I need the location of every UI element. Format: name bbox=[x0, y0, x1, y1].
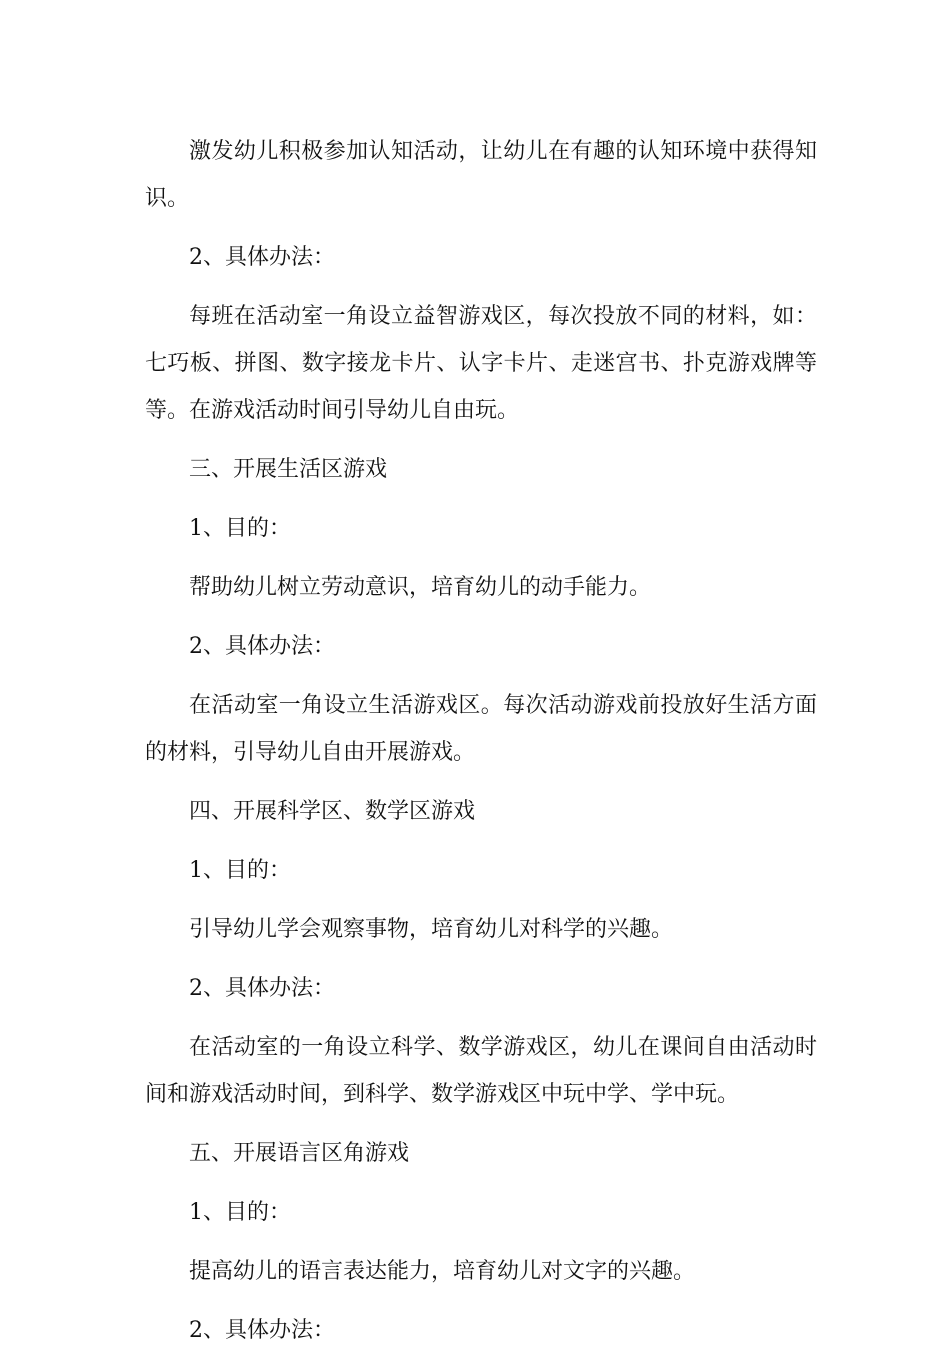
paragraph-science-method-text: 在活动室的一角设立科学、数学游戏区，幼儿在课间自由活动时间和游戏活动时间，到科学、数学游戏区中玩中学、学中玩。 bbox=[145, 1035, 817, 1107]
paragraph-life-method-text: 在活动室一角设立生活游戏区。每次活动游戏前投放好生活方面的材料，引导幼儿自由开展游戏。 bbox=[145, 693, 817, 765]
section-heading-science-math-area: 四、开展科学区、数学区游戏 bbox=[189, 799, 476, 824]
paragraph-method-heading: 2、具体办法： bbox=[189, 245, 335, 270]
document-body bbox=[145, 128, 817, 1366]
paragraph-puzzle-area-text: 每班在活动室一角设立益智游戏区，每次投放不同的材料，如：七巧板、拼图、数字接龙卡片、认字卡片、走迷宫书、扑克游戏牌等等。在游戏活动时间引导幼儿自由玩。 bbox=[145, 304, 817, 423]
paragraph-language-purpose-text: 提高幼儿的语言表达能力，培育幼儿对文字的兴趣。 bbox=[189, 1259, 696, 1284]
paragraph-purpose-heading: 1、目的： bbox=[189, 1200, 291, 1225]
paragraph-science-purpose-text: 引导幼儿学会观察事物，培育幼儿对科学的兴趣。 bbox=[189, 917, 674, 942]
paragraph-life-purpose-text: 帮助幼儿树立劳动意识，培育幼儿的动手能力。 bbox=[189, 575, 652, 600]
paragraph-purpose-heading: 1、目的： bbox=[189, 858, 291, 883]
paragraph-method-heading: 2、具体办法： bbox=[189, 634, 335, 659]
section-heading-life-area: 三、开展生活区游戏 bbox=[189, 457, 388, 482]
paragraph-intro-text: 激发幼儿积极参加认知活动，让幼儿在有趣的认知环境中获得知识。 bbox=[145, 139, 817, 211]
paragraph-purpose-heading: 1、目的： bbox=[189, 516, 291, 541]
paragraph-method-heading: 2、具体办法： bbox=[189, 1318, 335, 1343]
paragraph-method-heading: 2、具体办法： bbox=[189, 976, 335, 1001]
section-heading-language-area: 五、开展语言区角游戏 bbox=[189, 1141, 410, 1166]
